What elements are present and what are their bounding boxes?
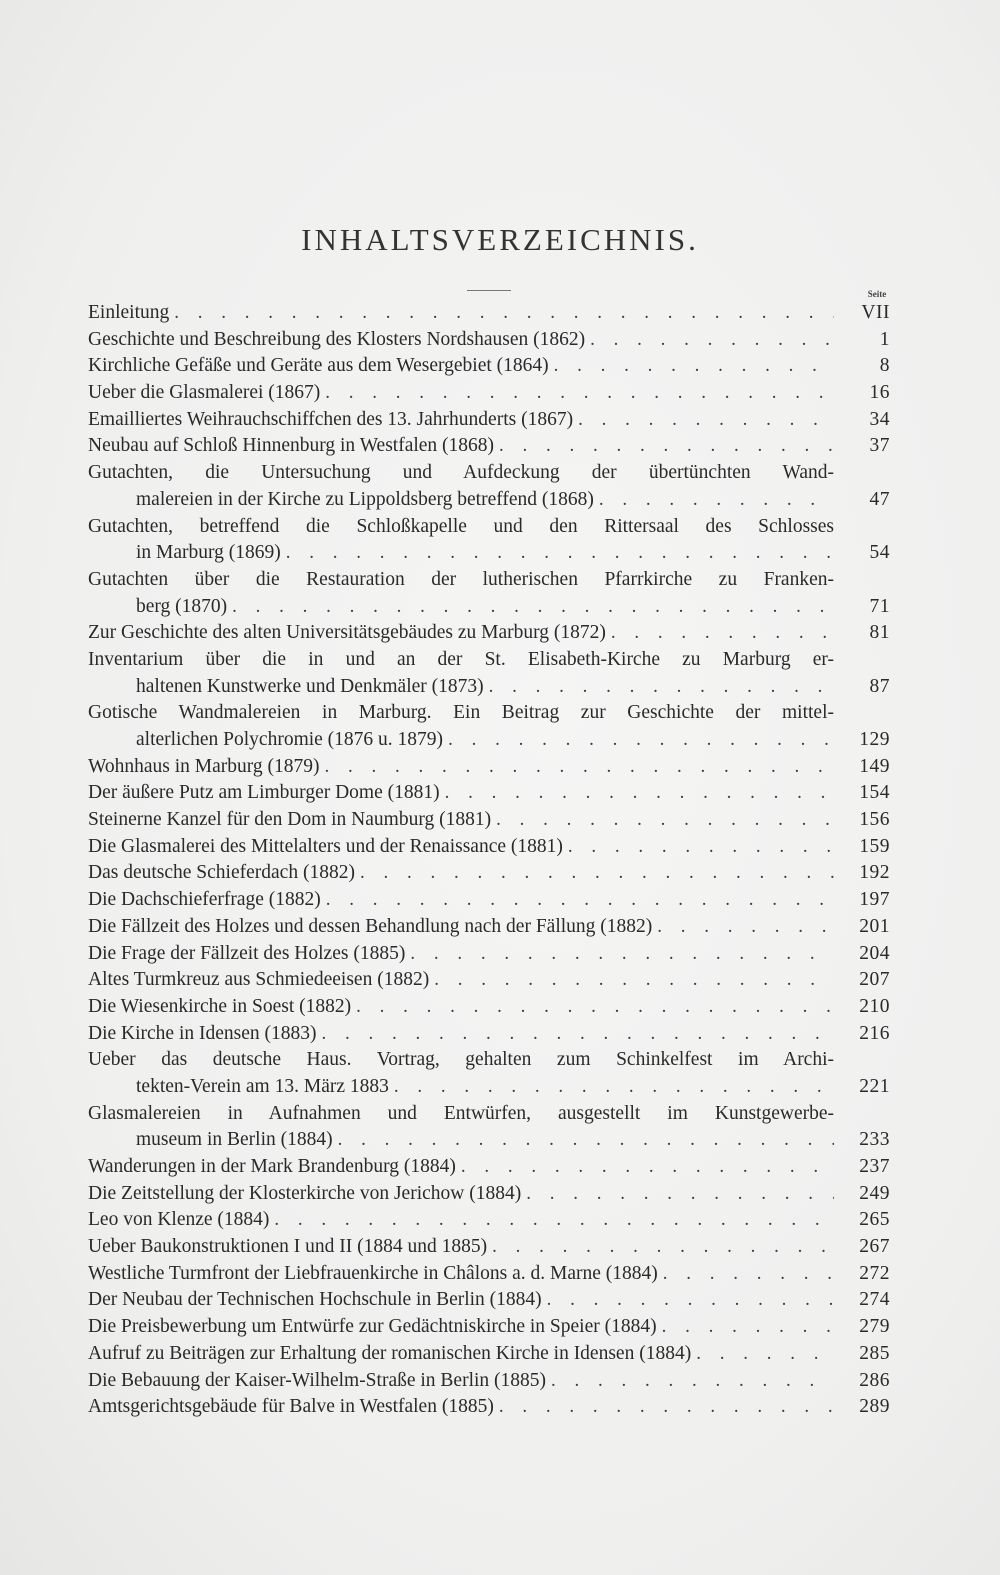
toc-entry-line (88, 1181, 890, 1208)
toc-entry-title: Der Neubau der Technischen Hochschule in Berlin (1884) (88, 1289, 542, 1311)
page-column-header: Seite (867, 289, 887, 299)
toc-page-number: 87 (869, 675, 890, 697)
dot-leader (594, 487, 834, 514)
toc-entry-title: Ueber die Glasmalerei (1867) (88, 382, 321, 404)
dot-leader (484, 674, 834, 701)
toc-entry (88, 914, 890, 941)
toc-entry-title: Ueber Baukonstruktionen I und II (1884 und 1885) (88, 1236, 488, 1258)
toc-entry-line (88, 967, 890, 994)
toc-entry (88, 807, 890, 834)
toc-entry-title: Die Kirche in Idensen (1883) (88, 1022, 317, 1044)
dot-leader (355, 860, 834, 887)
toc-entry-title: Gotische Wandmalereien in Marburg. Ein Beitrag zur Geschichte der mittel- (88, 702, 834, 724)
toc-page-number: 216 (859, 1022, 890, 1044)
toc-entry-line (88, 567, 890, 594)
toc-page-number: 81 (869, 622, 890, 644)
toc-entry-line (88, 1394, 890, 1421)
dot-leader (227, 594, 834, 621)
toc-entry-line (88, 807, 890, 834)
toc-entry (88, 514, 890, 567)
dot-leader (573, 407, 834, 434)
toc-page-number: 272 (859, 1262, 890, 1284)
toc-entry-title: Die Dachschieferfrage (1882) (88, 889, 321, 911)
toc-entry-line (88, 1207, 890, 1234)
toc-page-number: 16 (869, 382, 890, 404)
toc-entry-line (88, 594, 890, 621)
toc-entry (88, 1207, 890, 1234)
toc-page-number: 285 (859, 1342, 890, 1364)
dot-leader (549, 353, 834, 380)
toc-entry-line (88, 647, 890, 674)
dot-leader (691, 1341, 834, 1368)
toc-entry-title: alterlichen Polychromie (1876 u. 1879) (136, 729, 444, 750)
dot-leader (652, 914, 834, 941)
toc-entry-title: Die Glasmalerei des Mittelalters und der Renaissance (1881) (88, 835, 563, 857)
toc-entry (88, 754, 890, 781)
toc-page-number: 159 (859, 835, 890, 857)
toc-page-number: 54 (869, 542, 890, 564)
toc-page-number: 204 (859, 942, 890, 964)
dot-leader (521, 1181, 834, 1208)
toc-entry-line (88, 460, 890, 487)
toc-entry-title: Die Frage der Fällzeit des Holzes (1885) (88, 942, 406, 964)
toc-entry-line (88, 914, 890, 941)
toc-entry (88, 647, 890, 700)
dot-leader (606, 620, 834, 647)
toc-entry-line (88, 1234, 890, 1261)
toc-entry-title: Steinerne Kanzel für den Dom in Naumburg (1881) (88, 809, 492, 831)
dot-leader (321, 887, 834, 914)
toc-entry (88, 433, 890, 460)
toc-entry-line (88, 1341, 890, 1368)
toc-page-number: 156 (859, 809, 890, 831)
dot-leader (491, 807, 834, 834)
toc-entry-line (88, 1154, 890, 1181)
toc-entry-line (88, 727, 890, 754)
dot-leader (456, 1154, 834, 1181)
toc-entry (88, 1047, 890, 1100)
toc-entry-title: Zur Geschichte des alten Universitätsgebäudes zu Marburg (1872) (88, 622, 606, 644)
toc-page-number: 1 (879, 328, 890, 350)
toc-entry-title: Gutachten, betreffend die Schloßkapelle und den Rittersaal des Schlosses (88, 515, 834, 537)
toc-entry (88, 460, 890, 513)
toc-entry (88, 780, 890, 807)
toc-entry (88, 1181, 890, 1208)
toc-entry (88, 1021, 890, 1048)
toc-entry-line (88, 887, 890, 914)
toc-page-number: VII (861, 302, 890, 323)
toc-entry-title: Ueber das deutsche Haus. Vortrag, gehalten zum Schinkelfest im Archi- (88, 1049, 834, 1071)
toc-entry (88, 834, 890, 861)
toc-entry-line (88, 1074, 890, 1101)
toc-entry-title: Geschichte und Beschreibung des Klosters Nordshausen (1862) (88, 328, 586, 350)
toc-entry (88, 700, 890, 753)
dot-leader (281, 540, 834, 567)
toc-entry (88, 1261, 890, 1288)
dot-leader (405, 941, 834, 968)
toc-page-number: 37 (869, 435, 890, 457)
toc-entry-line (88, 1287, 890, 1314)
page-title: INHALTSVERZEICHNIS. (301, 222, 699, 257)
toc-page-number: 149 (859, 755, 890, 777)
dot-leader (487, 1234, 834, 1261)
toc-page-number: 279 (859, 1316, 890, 1338)
toc-entry (88, 1341, 890, 1368)
toc-entry-title: berg (1870) (136, 595, 228, 617)
toc-entry-title: Westliche Turmfront der Liebfrauenkirche in Châlons a. d. Marne (1884) (88, 1262, 658, 1284)
toc-entry-line (88, 487, 890, 514)
toc-page-number: 286 (859, 1369, 890, 1391)
toc-entry-title: Emailliertes Weihrauchschiffchen des 13. Jahrhunderts (1867) (88, 408, 574, 430)
toc-entry-line (88, 1101, 890, 1128)
toc-entry-title: museum in Berlin (1884) (136, 1129, 333, 1151)
dot-leader (317, 1021, 834, 1048)
toc-entry-line (88, 514, 890, 541)
toc-page-number: 274 (859, 1289, 890, 1311)
toc-entry-line (88, 754, 890, 781)
toc-entry-title: Das deutsche Schieferdach (1882) (88, 862, 355, 884)
toc-entry-line (88, 407, 890, 434)
toc-entry-line (88, 433, 890, 460)
toc-page-number: 197 (859, 889, 890, 911)
toc-entry (88, 941, 890, 968)
toc-entry-title: Inventarium über die in und an der St. Elisabeth-Kirche zu Marburg er- (88, 648, 834, 670)
dot-leader (494, 433, 834, 460)
toc-entry-line (88, 1368, 890, 1395)
toc-entry-title: Die Fällzeit des Holzes und dessen Behandlung nach der Fällung (1882) (88, 915, 653, 937)
toc-entry-title: Gutachten, die Untersuchung und Aufdeckung der übertünchten Wand- (88, 462, 834, 484)
dot-leader (429, 967, 834, 994)
toc-page-number: 34 (869, 408, 890, 430)
dot-leader (658, 1261, 834, 1288)
toc-entry-title: Die Zeitstellung der Klosterkirche von Jerichow (1884) (88, 1182, 522, 1204)
toc-entry (88, 1234, 890, 1261)
toc-page-number: 192 (859, 862, 890, 884)
toc-entry (88, 300, 890, 327)
toc-entry-line (88, 834, 890, 861)
toc-page-number: 265 (859, 1209, 890, 1231)
toc-entry-title: Einleitung (88, 302, 170, 323)
toc-entry-title: Wanderungen in der Mark Brandenburg (1884) (88, 1156, 456, 1177)
toc-page-number: 154 (859, 782, 890, 804)
dot-leader (546, 1368, 834, 1395)
toc-entry-title: Der äußere Putz am Limburger Dome (1881) (88, 782, 440, 804)
toc-entry-line (88, 380, 890, 407)
toc-entry-title: Die Bebauung der Kaiser-Wilhelm-Straße in Berlin (1885) (88, 1369, 547, 1391)
toc-entry-title: in Marburg (1869) (136, 542, 281, 564)
dot-leader (440, 780, 834, 807)
toc-entry (88, 407, 890, 434)
toc-entry (88, 1368, 890, 1395)
toc-entry (88, 1101, 890, 1154)
toc-entry (88, 620, 890, 647)
toc-page-number: 289 (859, 1396, 890, 1418)
toc-entry-line (88, 700, 890, 727)
dot-leader (443, 727, 834, 754)
toc-entry-line (88, 353, 890, 380)
toc-entry-line (88, 1261, 890, 1288)
toc-entry (88, 1287, 890, 1314)
toc-entry-title: Altes Turmkreuz aus Schmiedeeisen (1882) (88, 969, 430, 991)
toc-page-number: 129 (859, 729, 890, 750)
dot-leader (585, 327, 834, 354)
toc-entry-line (88, 1047, 890, 1074)
toc-page-number: 71 (869, 595, 890, 617)
toc-entry-line (88, 1021, 890, 1048)
toc-entry-title: Gutachten über die Restauration der lutherischen Pfarrkirche zu Franken- (88, 568, 834, 590)
toc-entry (88, 994, 890, 1021)
toc-entry-title: Neubau auf Schloß Hinnenburg in Westfalen (1868) (88, 435, 495, 457)
toc-entry-title: Die Wiesenkirche in Soest (1882) (88, 995, 352, 1017)
toc-entry-line (88, 941, 890, 968)
dot-leader (351, 994, 834, 1021)
toc-page-number: 249 (859, 1182, 890, 1204)
toc-entry-title: haltenen Kunstwerke und Denkmäler (1873) (136, 675, 484, 697)
dot-leader (389, 1074, 834, 1101)
toc-entry-line (88, 620, 890, 647)
toc-page-number: 47 (869, 488, 890, 510)
dot-leader (657, 1314, 834, 1341)
toc-entry (88, 380, 890, 407)
toc-page-number: 237 (859, 1156, 890, 1177)
toc-entry-title: Aufruf zu Beiträgen zur Erhaltung der romanischen Kirche in Idensen (1884) (88, 1342, 692, 1364)
dot-leader (333, 1127, 834, 1154)
toc-entry-title: Amtsgerichtsgebäude für Balve in Westfalen (1885) (88, 1396, 494, 1418)
toc-entry (88, 1314, 890, 1341)
toc-page-number: 267 (859, 1236, 890, 1258)
dot-leader (269, 1207, 834, 1234)
toc-page-number: 233 (859, 1129, 890, 1151)
toc-entry-title: Kirchliche Gefäße und Geräte aus dem Wesergebiet (1864) (88, 355, 549, 377)
dot-leader (169, 300, 834, 327)
toc-page-number: 210 (859, 995, 890, 1017)
toc-entry (88, 327, 890, 354)
toc-entry-title: malereien in der Kirche zu Lippoldsberg betreffend (1868) (136, 488, 594, 510)
dot-leader (320, 754, 835, 781)
toc-entry-line (88, 327, 890, 354)
toc-entry (88, 967, 890, 994)
toc-entry-line (88, 994, 890, 1021)
dot-leader (494, 1394, 834, 1421)
toc-page-number: 207 (859, 969, 890, 991)
toc-entry-line (88, 540, 890, 567)
dot-leader (542, 1287, 834, 1314)
toc-entry-line (88, 780, 890, 807)
toc-entry-title: Leo von Klenze (1884) (88, 1209, 270, 1231)
toc-entry (88, 353, 890, 380)
toc-entry-title: tekten-Verein am 13. März 1883 (136, 1075, 389, 1097)
toc-page-number: 201 (859, 915, 890, 937)
toc-entry (88, 887, 890, 914)
toc-entry (88, 860, 890, 887)
toc-entry-line (88, 674, 890, 701)
dot-leader (320, 380, 834, 407)
toc-entry-line (88, 1314, 890, 1341)
toc-entry-line (88, 860, 890, 887)
toc-page-number: 8 (879, 355, 890, 377)
toc-entry-line (88, 300, 890, 327)
table-of-contents (88, 300, 890, 1421)
toc-entry-title: Die Preisbewerbung um Entwürfe zur Gedächtniskirche in Speier (1884) (88, 1316, 657, 1338)
toc-entry (88, 1154, 890, 1181)
toc-entry (88, 1394, 890, 1421)
toc-page-number: 221 (859, 1075, 890, 1097)
toc-entry-title: Wohnhaus in Marburg (1879) (88, 755, 320, 777)
title-divider (467, 290, 511, 291)
toc-entry-line (88, 1127, 890, 1154)
toc-entry-title: Glasmalereien in Aufnahmen und Entwürfen, ausgestellt im Kunstgewerbe- (88, 1102, 834, 1124)
toc-entry (88, 567, 890, 620)
dot-leader (563, 834, 834, 861)
